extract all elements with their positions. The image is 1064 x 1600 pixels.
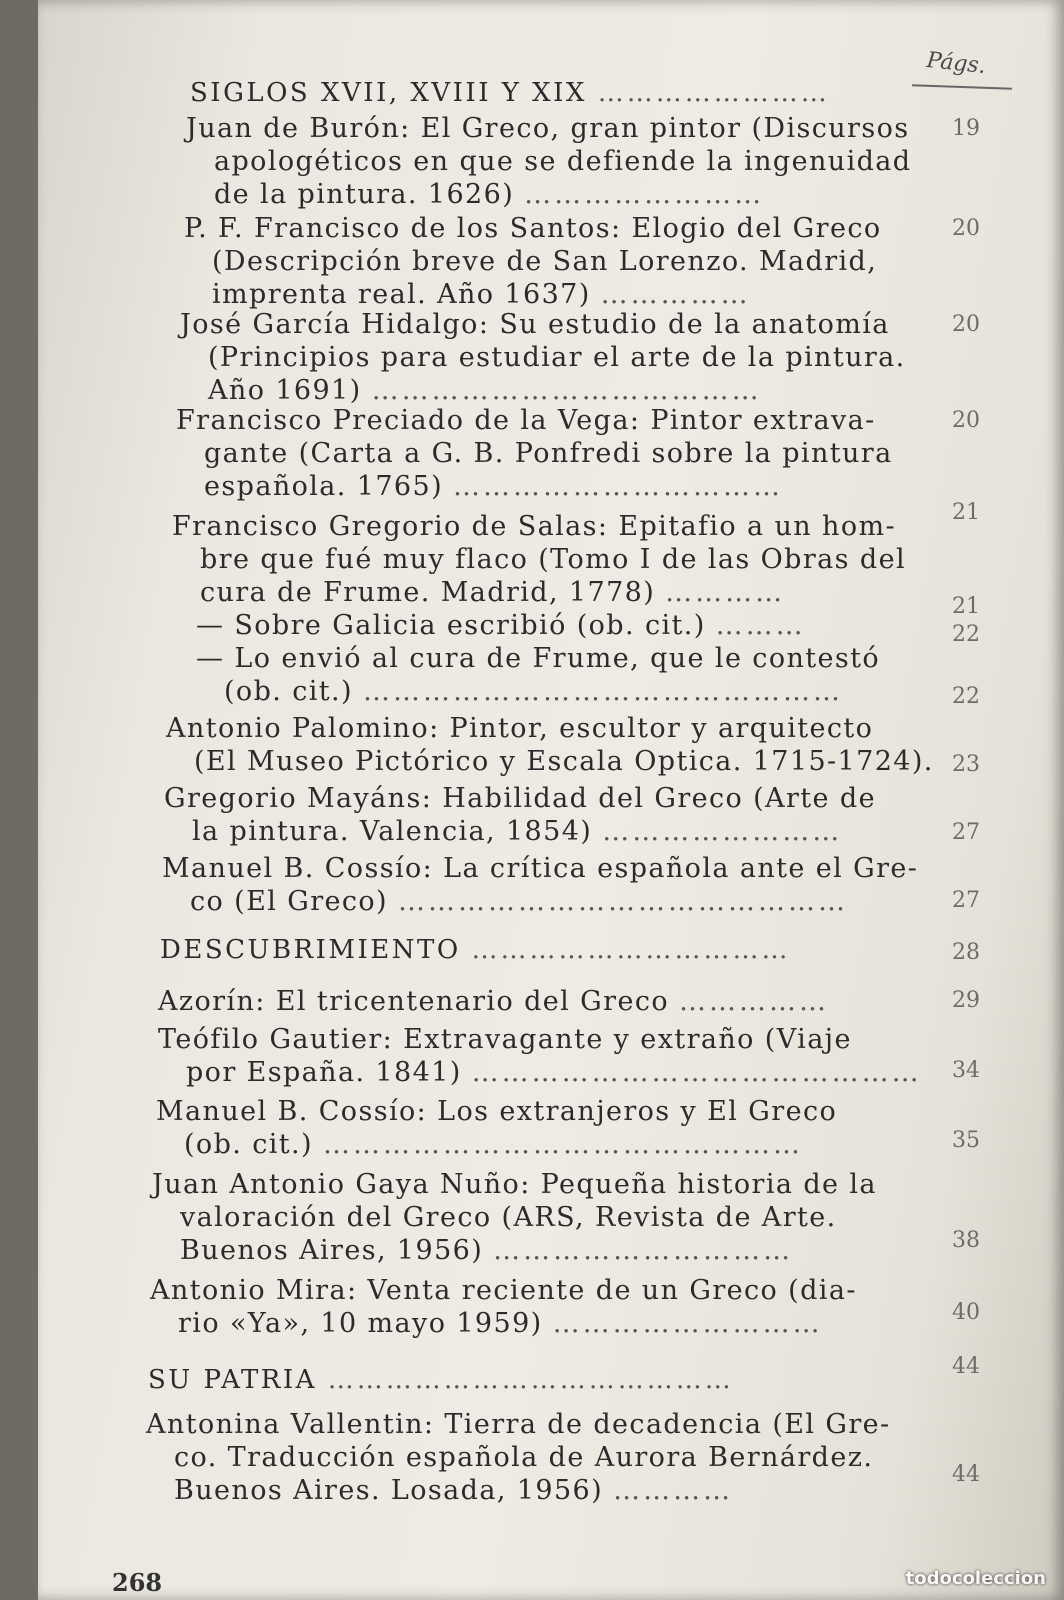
list-item: P. F. Francisco de los Santos: Elogio del Greco (Descripción breve de San Lorenzo. Madrid, imprenta real. Año 1637) …………… — [184, 213, 882, 310]
entry-page: 27 — [952, 820, 980, 845]
pages-column-label: Págs. — [925, 48, 987, 80]
entry-page: 34 — [952, 1058, 980, 1083]
entry-page: 23 — [952, 752, 980, 777]
entry-page: 20 — [952, 216, 980, 241]
list-item: — Sobre Galicia escribió (ob. cit.) ……… — [196, 610, 806, 641]
entry-page: 38 — [952, 1228, 980, 1253]
section-heading: SU PATRIA …………………………………… — [148, 1365, 734, 1395]
entry-page: 21 — [952, 500, 980, 525]
entry-page: 29 — [952, 988, 980, 1013]
entry-page: 22 — [952, 622, 980, 647]
watermark: todocoleccion — [905, 1568, 1046, 1589]
entry-page: 35 — [952, 1128, 980, 1153]
page-number: 268 — [112, 1568, 163, 1597]
entry-page: 44 — [952, 1462, 980, 1487]
entry-page: 20 — [952, 408, 980, 433]
list-item: Gregorio Mayáns: Habilidad del Greco (Arte de la pintura. Valencia, 1854) …………………… — [164, 783, 876, 847]
list-item: José García Hidalgo: Su estudio de la anatomía (Principios para estudiar el arte de la pintura. Año 1691) ………………………………… — [180, 309, 906, 406]
list-item: Azorín: El tricentenario del Greco …………… — [158, 986, 829, 1017]
list-item: Manuel B. Cossío: La crítica española ante el Gre- co (El Greco) ……………………………………… — [162, 853, 919, 917]
section-page: 19 — [952, 116, 980, 141]
section-heading: DESCUBRIMIENTO …………………………… — [160, 935, 791, 965]
list-item: Francisco Preciado de la Vega: Pintor extrava- gante (Carta a G. B. Ponfredi sobre la pintura española. 1765) …………………………… — [176, 405, 893, 502]
list-item: Antonina Vallentin: Tierra de decadencia (El Gre- co. Traducción española de Aurora Bernárdez. Buenos Aires. Losada, 1956) ………… — [146, 1409, 891, 1506]
section-heading: SIGLOS XVII, XVIII Y XIX …………………… — [190, 78, 830, 108]
list-item: — Lo envió al cura de Frume, que le contestó (ob. cit.) ………………………………………… — [196, 643, 881, 707]
list-item: Teófilo Gautier: Extravagante y extraño (Viaje por España. 1841) ……………………………………… — [158, 1024, 922, 1088]
section-page: 44 — [952, 1354, 980, 1379]
list-item: Manuel B. Cossío: Los extranjeros y El Greco (ob. cit.) ………………………………………… — [156, 1096, 838, 1160]
entry-page: 21 — [952, 594, 980, 619]
entry-page: 22 — [952, 684, 980, 709]
list-item: Juan Antonio Gaya Nuño: Pequeña historia de la valoración del Greco (ARS, Revista de Arte. Buenos Aires, 1956) ………………………… — [152, 1169, 877, 1266]
list-item: Antonio Mira: Venta reciente de un Greco (dia- rio «Ya», 10 mayo 1959) ……………………… — [150, 1275, 857, 1339]
entry-page: 27 — [952, 888, 980, 913]
list-item: Juan de Burón: El Greco, gran pintor (Discursos apologéticos en que se defiende la ingenuidad de la pintura. 1626) …………………… — [186, 113, 912, 210]
section-page: 28 — [952, 940, 980, 965]
entry-page: 20 — [952, 312, 980, 337]
entry-page: 40 — [952, 1300, 980, 1325]
list-item: Antonio Palomino: Pintor, escultor y arquitecto (El Museo Pictórico y Escala Optica. 1715-1724). — [166, 713, 934, 777]
list-item: Francisco Gregorio de Salas: Epitafio a un hom- bre que fué muy flaco (Tomo I de las Obras del cura de Frume. Madrid, 1778) ………… — [172, 511, 907, 608]
